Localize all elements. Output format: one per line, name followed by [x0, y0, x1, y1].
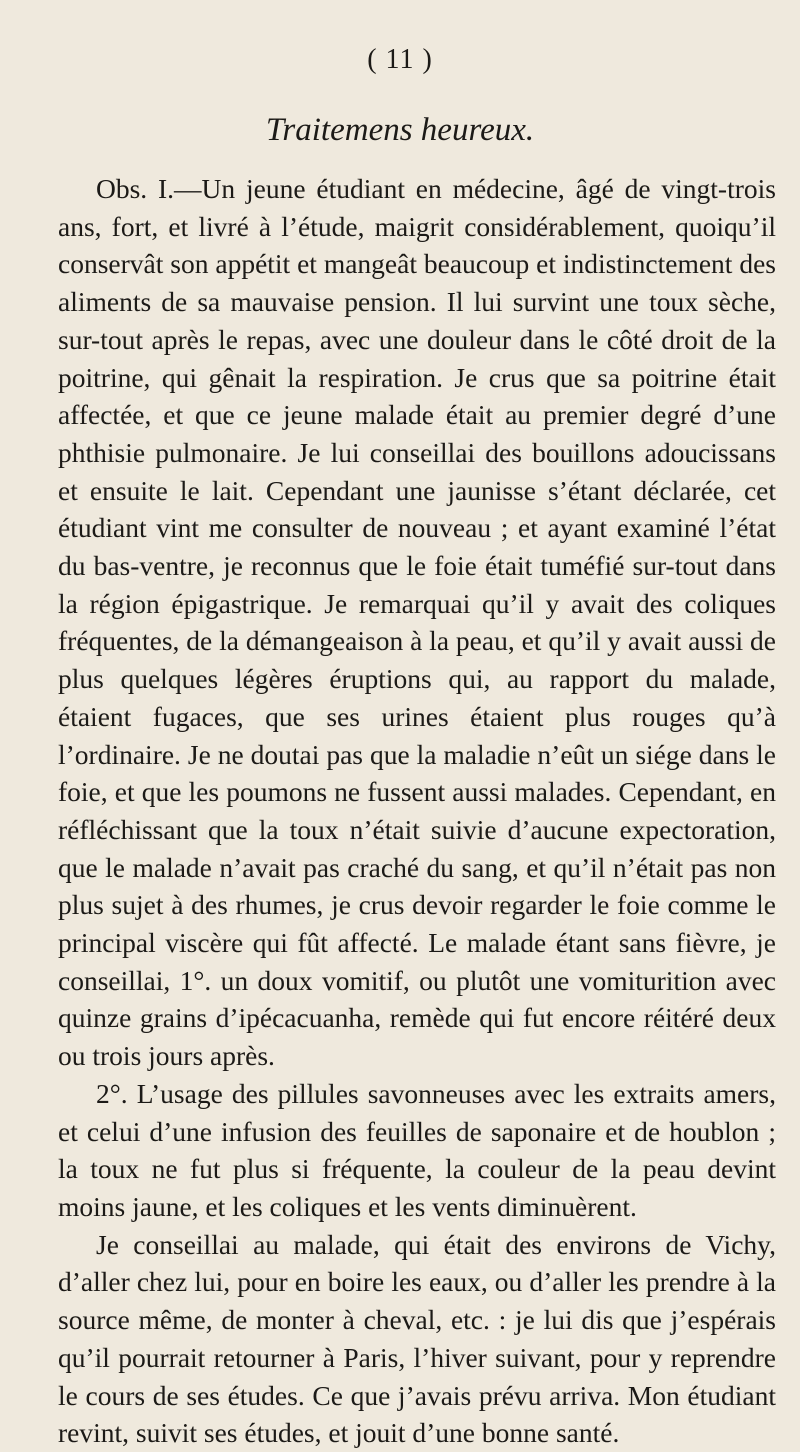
- section-title: Traitemens heureux.: [265, 112, 535, 148]
- paragraph-observation: Obs. I.—Un jeune étudiant en médecine, âgé de vingt-trois ans, fort, et livré à l’étude, maigrit considérablement, quoiqu’il conservât son appétit et mangeât beaucoup et indistinctement des aliments de sa mauvaise pension. Il lui survint une toux sèche, sur-tout après le repas, avec une douleur dans le côté droit de la poitrine, qui gênait la respiration. Je crus que sa poitrine était affectée, et que ce jeune malade était au premier degré d’une phthisie pulmonaire. Je lui conseillai des bouillons adoucissans et ensuite le lait. Cependant une jaunisse s’étant déclarée, cet étudiant vint me consulter de nouveau ; et ayant examiné l’état du bas-ventre, je reconnus que le foie était tuméfié sur-tout dans la région épigastrique. Je remarquai qu’il y avait des coliques fréquentes, de la démangeaison à la peau, et qu’il y avait aussi de plus quelques légères éruptions qui, au rapport du malade, étaient fugaces, que ses urines étaient plus rouges qu’à l’ordinaire. Je ne doutai pas que la maladie n’eût un siége dans le foie, et que les poumons ne fussent aussi malades. Cependant, en réfléchissant que la toux n’était suivie d’aucune expectoration, que le malade n’avait pas craché du sang, et qu’il n’était pas non plus sujet à des rhumes, je crus devoir regarder le foie comme le principal viscère qui fût affecté. Le malade étant sans fièvre, je conseillai, 1°. un doux vomitif, ou plutôt une vomiturition avec quinze grains d’ipécacuanha, remède qui fut encore réitéré deux ou trois jours après.: [58, 173, 776, 1072]
- page-body: [58, 170, 776, 1452]
- paragraph-treatment: 2°. L’usage des pillules savonneuses avec les extraits amers, et celui d’une infusion des feuilles de saponaire et de houblon ; la toux ne fut plus si fréquente, la couleur de la peau devint moins jaune, et les coliques et les vents diminuèrent.: [58, 1077, 776, 1222]
- page-number: ( 11 ): [367, 44, 433, 75]
- paragraph-outcome: Je conseillai au malade, qui était des environs de Vichy, d’aller chez lui, pour en boire les eaux, ou d’aller les prendre à la source même, de monter à cheval, etc. : je lui dis que j’espérais qu’il pourrait retourner à Paris, l’hiver suivant, pour y reprendre le cours de ses études. Ce que j’avais prévu arriva. Mon étudiant revint, suivit ses études, et jouit d’une bonne santé.: [58, 1228, 776, 1449]
